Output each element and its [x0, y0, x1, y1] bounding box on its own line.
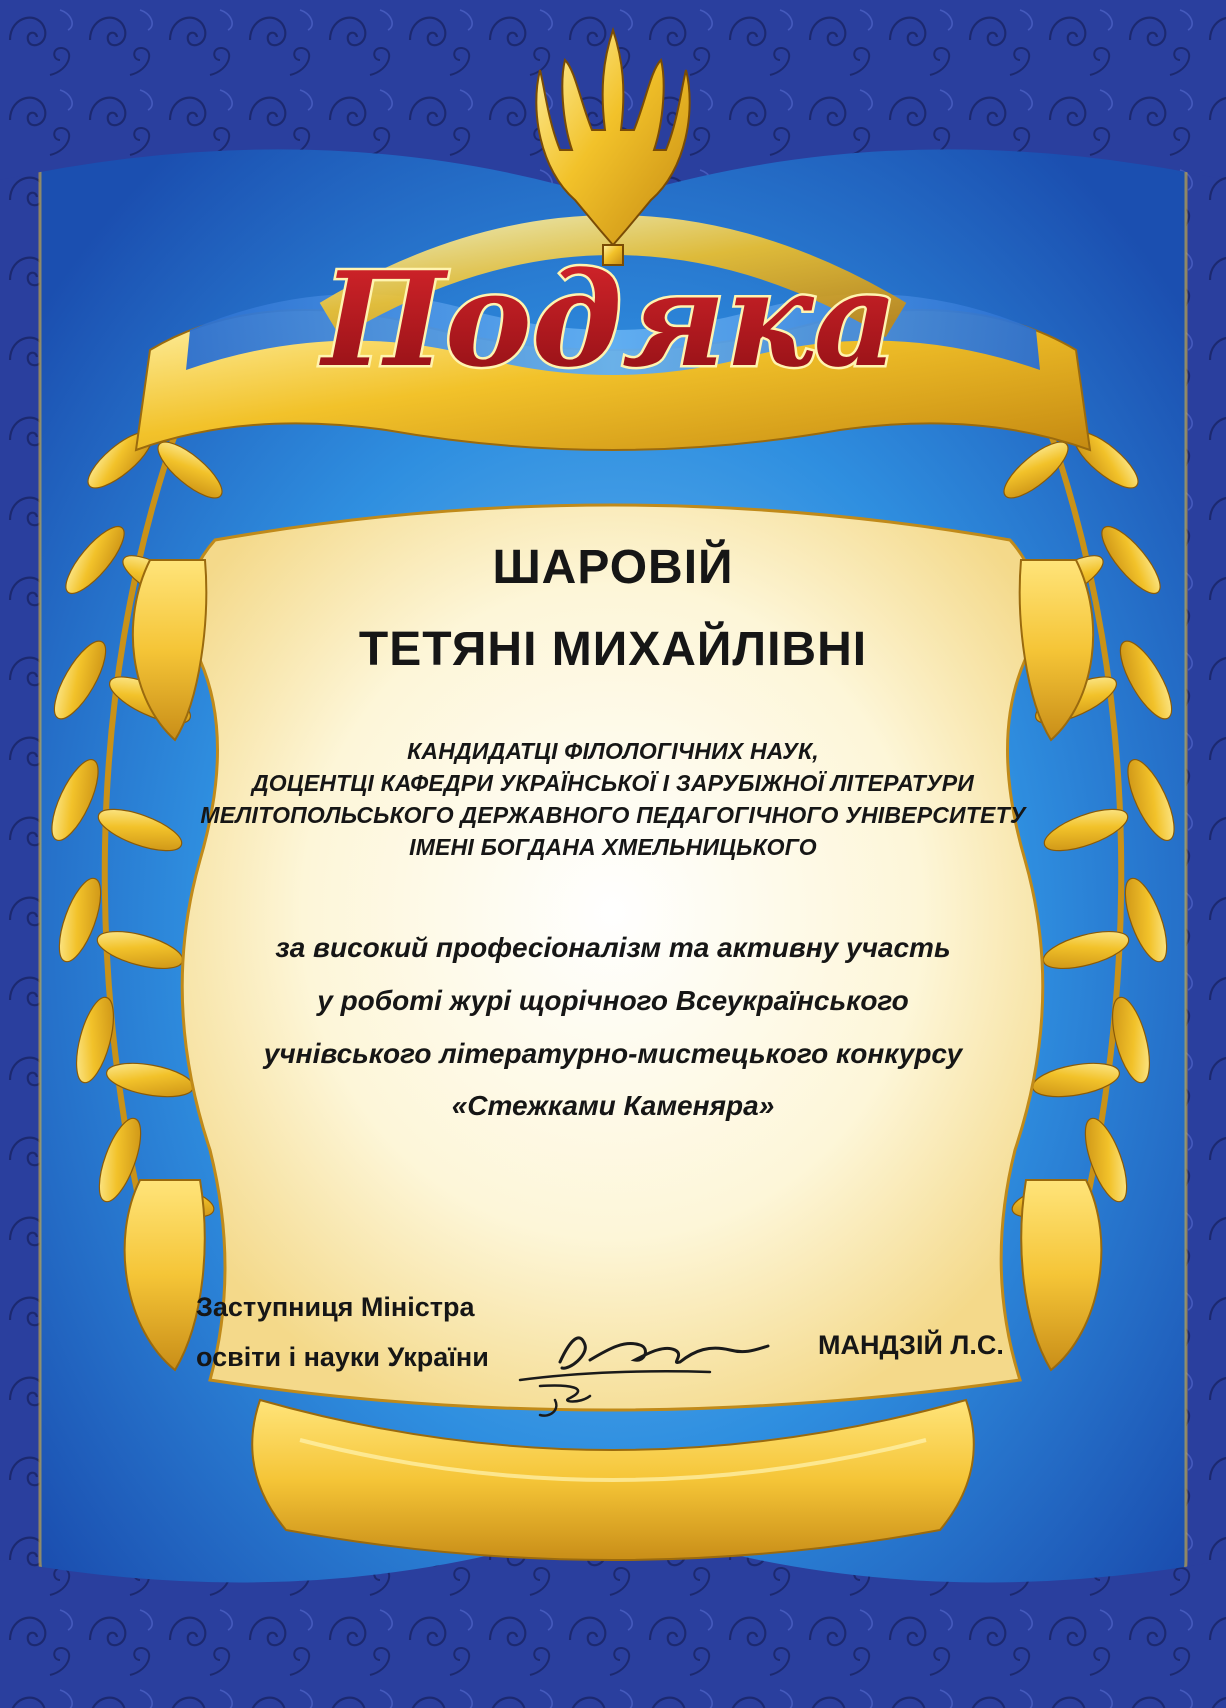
handwritten-signature: [500, 1300, 800, 1420]
svg-text:Подяка: Подяка: [322, 243, 898, 396]
recipient-surname: ШАРОВІЙ: [492, 541, 734, 594]
position-line: ІМЕНІ БОГДАНА ХМЕЛЬНИЦЬКОГО: [409, 834, 817, 860]
position-line: КАНДИДАТЦІ ФІЛОЛОГІЧНИХ НАУК,: [407, 738, 819, 764]
signatory-title-line: освіти і науки України: [196, 1342, 489, 1372]
position-line: МЕЛІТОПОЛЬСЬКОГО ДЕРЖАВНОГО ПЕДАГОГІЧНОГО УНІВЕРСИТЕТУ: [200, 802, 1026, 828]
signatory-title-line: Заступниця Міністра: [196, 1292, 475, 1322]
signatory-name: МАНДЗІЙ Л.С.: [818, 1330, 1004, 1360]
certificate-title: [300, 230, 920, 400]
signatory-title: [196, 1282, 489, 1382]
contest-name: «Стежками Каменяра»: [451, 1090, 775, 1121]
reason-line: у роботі журі щорічного Всеукраїнського: [317, 985, 909, 1016]
recipient-given-names: ТЕТЯНІ МИХАЙЛІВНІ: [358, 623, 868, 676]
reason-line: учнівського літературно-мистецького конкурсу: [263, 1038, 963, 1069]
reason-line: за високий професіоналізм та активну участь: [275, 932, 951, 963]
position-line: ДОЦЕНТЦІ КАФЕДРИ УКРАЇНСЬКОЇ І ЗАРУБІЖНОЇ ЛІТЕРАТУРИ: [251, 770, 975, 796]
